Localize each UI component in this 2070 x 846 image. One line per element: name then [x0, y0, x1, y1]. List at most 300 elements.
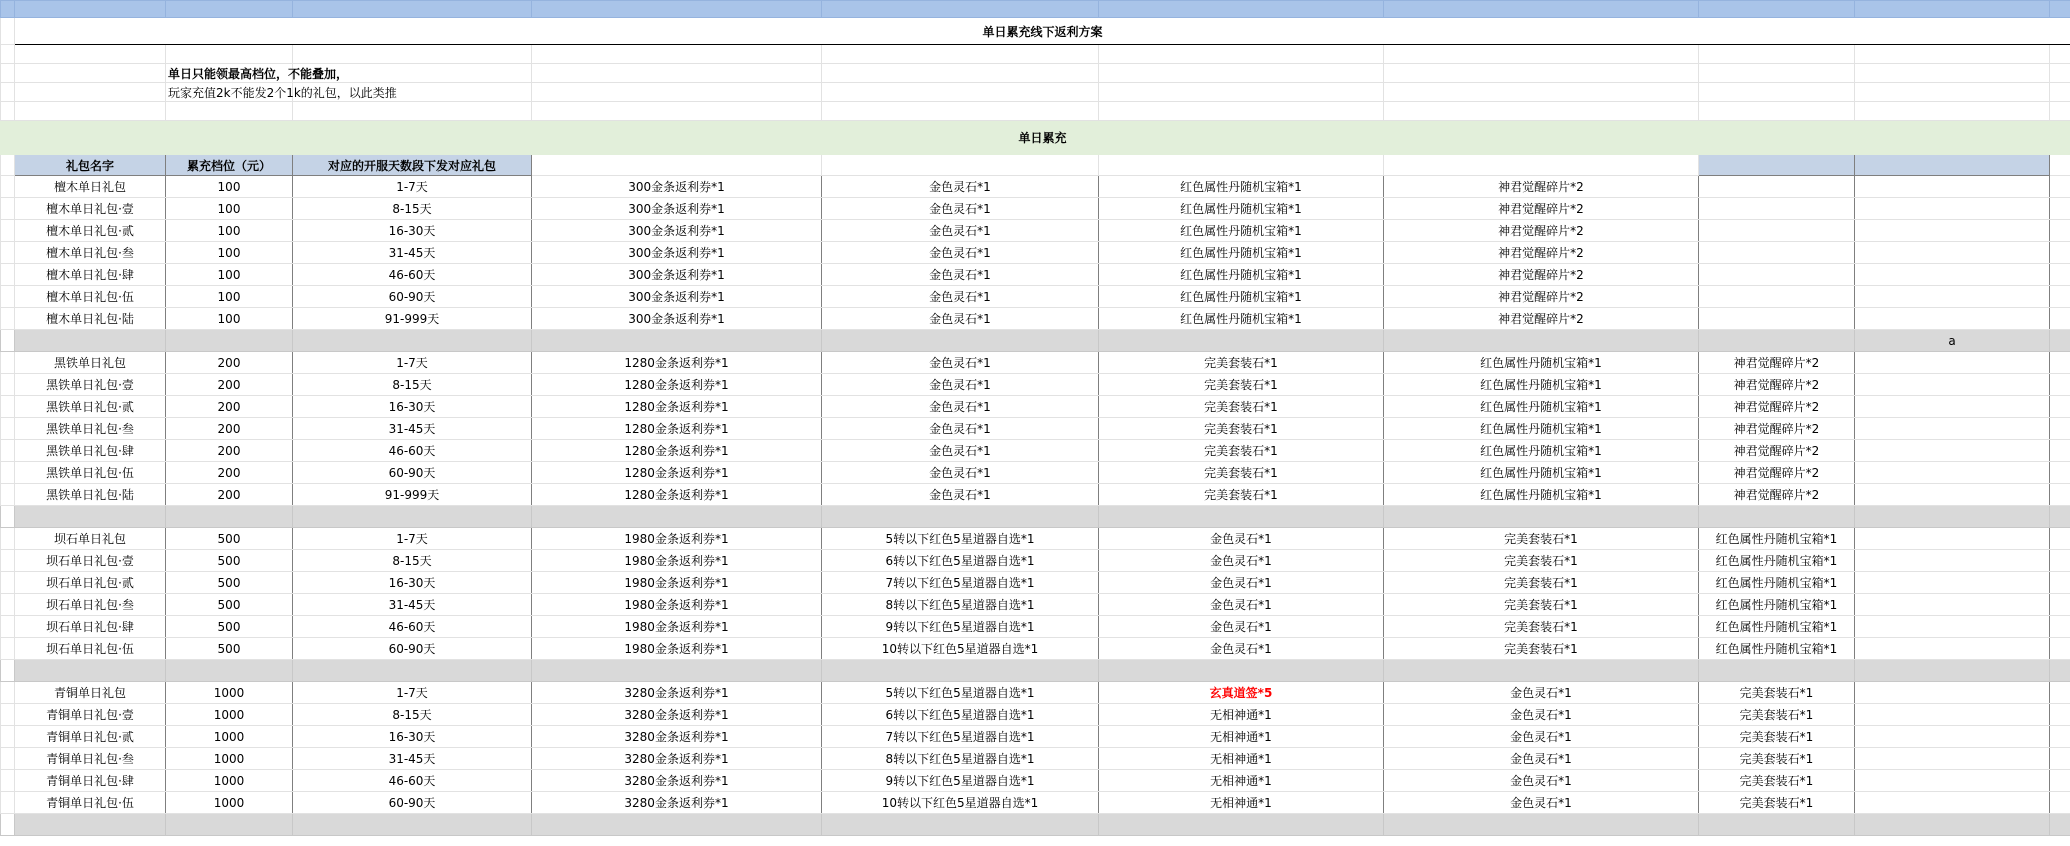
reward-cell[interactable]: 金色灵石*1 [822, 242, 1099, 264]
table-header-cell[interactable]: 累充档位（元） [166, 155, 293, 176]
reward-cell[interactable]: 玄真道签*5 [1099, 682, 1384, 704]
cell[interactable] [1, 83, 15, 102]
cell[interactable] [2050, 770, 2070, 792]
reward-cell[interactable]: 完美套装石*1 [1699, 726, 1855, 748]
reward-cell[interactable]: 金色灵石*1 [822, 220, 1099, 242]
cell[interactable] [1699, 45, 1855, 64]
cell[interactable] [1855, 506, 2050, 528]
reward-cell[interactable] [1855, 484, 2050, 506]
reward-cell[interactable]: 10转以下红色5星道器自选*1 [822, 638, 1099, 660]
cell[interactable] [293, 102, 532, 121]
cell[interactable] [2050, 484, 2070, 506]
reward-cell[interactable] [1699, 308, 1855, 330]
reward-cell[interactable]: 6转以下红色5星道器自选*1 [822, 550, 1099, 572]
recharge-tier-cell[interactable]: 200 [166, 374, 293, 396]
server-days-cell[interactable]: 46-60天 [293, 440, 532, 462]
reward-cell[interactable] [1855, 528, 2050, 550]
reward-cell[interactable]: 金色灵石*1 [1384, 792, 1699, 814]
gift-name-cell[interactable]: 黑铁单日礼包·壹 [15, 374, 166, 396]
reward-cell[interactable]: 金色灵石*1 [822, 418, 1099, 440]
cell[interactable] [1, 484, 15, 506]
gift-name-cell[interactable]: 黑铁单日礼包·贰 [15, 396, 166, 418]
reward-cell[interactable] [1699, 286, 1855, 308]
reward-cell[interactable]: 完美套装石*1 [1384, 594, 1699, 616]
reward-cell[interactable] [1855, 374, 2050, 396]
cell[interactable] [1384, 83, 1699, 102]
column-header[interactable] [1384, 1, 1699, 18]
reward-cell[interactable]: 红色属性丹随机宝箱*1 [1699, 550, 1855, 572]
cell[interactable] [532, 660, 822, 682]
recharge-tier-cell[interactable]: 1000 [166, 792, 293, 814]
reward-cell[interactable] [1855, 704, 2050, 726]
cell[interactable] [2050, 102, 2070, 121]
server-days-cell[interactable]: 1-7天 [293, 176, 532, 198]
cell[interactable] [822, 102, 1099, 121]
gift-name-cell[interactable]: 黑铁单日礼包·叁 [15, 418, 166, 440]
select-all-corner[interactable] [1, 1, 15, 18]
column-header[interactable] [1855, 1, 2050, 18]
reward-cell[interactable]: 红色属性丹随机宝箱*1 [1699, 528, 1855, 550]
cell[interactable] [1699, 64, 1855, 83]
cell[interactable] [1384, 660, 1699, 682]
cell[interactable] [1, 506, 15, 528]
cell[interactable] [1, 242, 15, 264]
gift-name-cell[interactable]: 檀木单日礼包·伍 [15, 286, 166, 308]
cell[interactable] [1, 286, 15, 308]
reward-cell[interactable]: 完美套装石*1 [1699, 792, 1855, 814]
reward-cell[interactable]: 红色属性丹随机宝箱*1 [1099, 308, 1384, 330]
reward-cell[interactable]: 神君觉醒碎片*2 [1699, 440, 1855, 462]
cell[interactable] [15, 83, 166, 102]
cell[interactable] [532, 506, 822, 528]
server-days-cell[interactable]: 46-60天 [293, 264, 532, 286]
reward-cell[interactable]: 1980金条返利券*1 [532, 572, 822, 594]
reward-cell[interactable]: 7转以下红色5星道器自选*1 [822, 726, 1099, 748]
server-days-cell[interactable]: 8-15天 [293, 198, 532, 220]
reward-cell[interactable] [1699, 176, 1855, 198]
cell[interactable] [1384, 102, 1699, 121]
server-days-cell[interactable]: 60-90天 [293, 286, 532, 308]
reward-cell[interactable]: 红色属性丹随机宝箱*1 [1699, 594, 1855, 616]
cell[interactable] [2050, 352, 2070, 374]
cell[interactable] [2050, 814, 2070, 836]
reward-cell[interactable]: 10转以下红色5星道器自选*1 [822, 792, 1099, 814]
cell[interactable] [2050, 440, 2070, 462]
gift-name-cell[interactable]: 青铜单日礼包·伍 [15, 792, 166, 814]
table-header-cell[interactable] [1855, 155, 2050, 176]
cell[interactable] [1, 594, 15, 616]
cell[interactable] [2050, 748, 2070, 770]
reward-cell[interactable]: 金色灵石*1 [1384, 770, 1699, 792]
cell[interactable] [166, 660, 293, 682]
recharge-tier-cell[interactable]: 100 [166, 176, 293, 198]
reward-cell[interactable]: 金色灵石*1 [822, 396, 1099, 418]
cell[interactable] [1384, 64, 1699, 83]
reward-cell[interactable]: 红色属性丹随机宝箱*1 [1384, 484, 1699, 506]
gift-name-cell[interactable]: 黑铁单日礼包·陆 [15, 484, 166, 506]
reward-cell[interactable]: 完美套装石*1 [1384, 638, 1699, 660]
reward-cell[interactable]: 红色属性丹随机宝箱*1 [1099, 264, 1384, 286]
cell[interactable] [2050, 418, 2070, 440]
server-days-cell[interactable]: 16-30天 [293, 572, 532, 594]
cell[interactable] [2050, 330, 2070, 352]
cell[interactable] [15, 660, 166, 682]
server-days-cell[interactable]: 1-7天 [293, 682, 532, 704]
server-days-cell[interactable]: 91-999天 [293, 308, 532, 330]
reward-cell[interactable]: 神君觉醒碎片*2 [1699, 462, 1855, 484]
server-days-cell[interactable]: 16-30天 [293, 396, 532, 418]
cell[interactable] [2050, 638, 2070, 660]
cell[interactable] [293, 660, 532, 682]
cell[interactable] [1855, 64, 2050, 83]
cell[interactable] [1, 396, 15, 418]
cell[interactable] [2050, 308, 2070, 330]
cell[interactable] [166, 45, 293, 64]
cell[interactable] [1, 572, 15, 594]
reward-cell[interactable]: 金色灵石*1 [822, 198, 1099, 220]
cell[interactable]: a [1855, 330, 2050, 352]
reward-cell[interactable] [1855, 176, 2050, 198]
reward-cell[interactable]: 金色灵石*1 [1099, 550, 1384, 572]
reward-cell[interactable] [1855, 616, 2050, 638]
recharge-tier-cell[interactable]: 200 [166, 484, 293, 506]
cell[interactable] [1, 462, 15, 484]
cell[interactable] [2050, 682, 2070, 704]
server-days-cell[interactable]: 16-30天 [293, 726, 532, 748]
reward-cell[interactable]: 神君觉醒碎片*2 [1699, 484, 1855, 506]
reward-cell[interactable]: 金色灵石*1 [822, 440, 1099, 462]
cell[interactable] [1, 704, 15, 726]
reward-cell[interactable]: 300金条返利券*1 [532, 308, 822, 330]
cell[interactable] [15, 45, 166, 64]
reward-cell[interactable]: 金色灵石*1 [1099, 616, 1384, 638]
cell[interactable] [532, 83, 822, 102]
server-days-cell[interactable]: 1-7天 [293, 352, 532, 374]
server-days-cell[interactable]: 31-45天 [293, 594, 532, 616]
cell[interactable] [2050, 660, 2070, 682]
reward-cell[interactable]: 8转以下红色5星道器自选*1 [822, 748, 1099, 770]
table-header-cell[interactable]: 礼包名字 [15, 155, 166, 176]
gift-name-cell[interactable]: 青铜单日礼包 [15, 682, 166, 704]
reward-cell[interactable]: 无相神通*1 [1099, 726, 1384, 748]
recharge-tier-cell[interactable]: 500 [166, 616, 293, 638]
gift-name-cell[interactable]: 坝石单日礼包·叁 [15, 594, 166, 616]
cell[interactable] [1, 660, 15, 682]
cell[interactable] [1, 528, 15, 550]
cell[interactable] [2050, 792, 2070, 814]
column-header[interactable] [1699, 1, 1855, 18]
recharge-tier-cell[interactable]: 500 [166, 550, 293, 572]
reward-cell[interactable]: 红色属性丹随机宝箱*1 [1099, 198, 1384, 220]
gift-name-cell[interactable]: 坝石单日礼包·贰 [15, 572, 166, 594]
cell[interactable] [1384, 330, 1699, 352]
reward-cell[interactable]: 7转以下红色5星道器自选*1 [822, 572, 1099, 594]
reward-cell[interactable] [1855, 440, 2050, 462]
cell[interactable] [15, 330, 166, 352]
column-header[interactable] [2050, 1, 2070, 18]
table-header-cell[interactable]: 对应的开服天数段下发对应礼包 [293, 155, 532, 176]
gift-name-cell[interactable]: 檀木单日礼包·壹 [15, 198, 166, 220]
cell[interactable] [1699, 660, 1855, 682]
reward-cell[interactable]: 金色灵石*1 [822, 374, 1099, 396]
cell[interactable] [2050, 594, 2070, 616]
reward-cell[interactable]: 无相神通*1 [1099, 770, 1384, 792]
reward-cell[interactable]: 完美套装石*1 [1099, 484, 1384, 506]
column-header[interactable] [822, 1, 1099, 18]
reward-cell[interactable] [1855, 572, 2050, 594]
reward-cell[interactable] [1855, 550, 2050, 572]
cell[interactable] [1, 638, 15, 660]
reward-cell[interactable] [1855, 748, 2050, 770]
cell[interactable] [2050, 45, 2070, 64]
table-header-cell[interactable] [1099, 155, 1384, 176]
server-days-cell[interactable]: 31-45天 [293, 418, 532, 440]
reward-cell[interactable] [1855, 418, 2050, 440]
reward-cell[interactable]: 金色灵石*1 [1099, 528, 1384, 550]
cell[interactable] [1, 682, 15, 704]
cell[interactable] [1099, 660, 1384, 682]
gift-name-cell[interactable]: 黑铁单日礼包 [15, 352, 166, 374]
cell[interactable] [166, 330, 293, 352]
cell[interactable] [2050, 220, 2070, 242]
reward-cell[interactable] [1855, 308, 2050, 330]
gift-name-cell[interactable]: 坝石单日礼包·伍 [15, 638, 166, 660]
cell[interactable] [822, 814, 1099, 836]
sheet-title[interactable]: 单日累充线下返利方案 [15, 18, 2070, 45]
reward-cell[interactable]: 金色灵石*1 [822, 462, 1099, 484]
server-days-cell[interactable]: 31-45天 [293, 748, 532, 770]
cell[interactable] [166, 506, 293, 528]
cell[interactable] [293, 45, 532, 64]
cell[interactable] [2050, 396, 2070, 418]
cell[interactable] [1855, 45, 2050, 64]
reward-cell[interactable] [1855, 638, 2050, 660]
server-days-cell[interactable]: 31-45天 [293, 242, 532, 264]
table-header-cell[interactable] [1384, 155, 1699, 176]
cell[interactable] [1, 550, 15, 572]
cell[interactable] [1, 308, 15, 330]
cell[interactable] [2050, 242, 2070, 264]
cell[interactable] [1, 264, 15, 286]
cell[interactable] [1099, 83, 1384, 102]
recharge-tier-cell[interactable]: 200 [166, 418, 293, 440]
column-header[interactable] [293, 1, 532, 18]
reward-cell[interactable] [1855, 264, 2050, 286]
reward-cell[interactable]: 红色属性丹随机宝箱*1 [1384, 462, 1699, 484]
cell[interactable] [532, 45, 822, 64]
reward-cell[interactable]: 金色灵石*1 [822, 264, 1099, 286]
cell[interactable] [2050, 83, 2070, 102]
rule-note[interactable]: 单日只能领最高档位，不能叠加， [166, 64, 293, 83]
reward-cell[interactable]: 完美套装石*1 [1099, 440, 1384, 462]
reward-cell[interactable]: 8转以下红色5星道器自选*1 [822, 594, 1099, 616]
reward-cell[interactable]: 红色属性丹随机宝箱*1 [1699, 616, 1855, 638]
reward-cell[interactable]: 神君觉醒碎片*2 [1384, 176, 1699, 198]
reward-cell[interactable] [1855, 594, 2050, 616]
server-days-cell[interactable]: 91-999天 [293, 484, 532, 506]
reward-cell[interactable]: 1280金条返利券*1 [532, 462, 822, 484]
reward-cell[interactable]: 完美套装石*1 [1699, 682, 1855, 704]
cell[interactable] [1699, 814, 1855, 836]
cell[interactable] [1384, 506, 1699, 528]
reward-cell[interactable]: 1980金条返利券*1 [532, 550, 822, 572]
reward-cell[interactable] [1855, 462, 2050, 484]
gift-name-cell[interactable]: 青铜单日礼包·壹 [15, 704, 166, 726]
cell[interactable] [2050, 64, 2070, 83]
server-days-cell[interactable]: 16-30天 [293, 220, 532, 242]
reward-cell[interactable]: 3280金条返利券*1 [532, 726, 822, 748]
reward-cell[interactable]: 3280金条返利券*1 [532, 682, 822, 704]
reward-cell[interactable]: 1980金条返利券*1 [532, 616, 822, 638]
gift-name-cell[interactable]: 坝石单日礼包·壹 [15, 550, 166, 572]
reward-cell[interactable] [1855, 352, 2050, 374]
reward-cell[interactable]: 神君觉醒碎片*2 [1384, 286, 1699, 308]
reward-cell[interactable]: 1280金条返利券*1 [532, 440, 822, 462]
cell[interactable] [1099, 814, 1384, 836]
gift-name-cell[interactable]: 黑铁单日礼包·肆 [15, 440, 166, 462]
recharge-tier-cell[interactable]: 100 [166, 198, 293, 220]
section-banner[interactable]: 单日累充 [15, 121, 2070, 155]
cell[interactable] [15, 64, 166, 83]
reward-cell[interactable] [1855, 792, 2050, 814]
reward-cell[interactable]: 无相神通*1 [1099, 704, 1384, 726]
reward-cell[interactable] [1855, 242, 2050, 264]
reward-cell[interactable]: 神君觉醒碎片*2 [1699, 396, 1855, 418]
reward-cell[interactable]: 无相神通*1 [1099, 792, 1384, 814]
reward-cell[interactable]: 神君觉醒碎片*2 [1384, 220, 1699, 242]
reward-cell[interactable]: 红色属性丹随机宝箱*1 [1699, 638, 1855, 660]
cell[interactable] [1, 814, 15, 836]
reward-cell[interactable]: 300金条返利券*1 [532, 286, 822, 308]
reward-cell[interactable] [1855, 396, 2050, 418]
reward-cell[interactable]: 完美套装石*1 [1099, 418, 1384, 440]
recharge-tier-cell[interactable]: 100 [166, 286, 293, 308]
cell[interactable] [2050, 176, 2070, 198]
cell[interactable] [822, 45, 1099, 64]
reward-cell[interactable]: 神君觉醒碎片*2 [1384, 308, 1699, 330]
cell[interactable] [1699, 83, 1855, 102]
cell[interactable] [1, 770, 15, 792]
recharge-tier-cell[interactable]: 100 [166, 220, 293, 242]
server-days-cell[interactable]: 8-15天 [293, 550, 532, 572]
cell[interactable] [15, 814, 166, 836]
gift-name-cell[interactable]: 檀木单日礼包·叁 [15, 242, 166, 264]
cell[interactable] [2050, 198, 2070, 220]
gift-name-cell[interactable]: 檀木单日礼包·陆 [15, 308, 166, 330]
reward-cell[interactable]: 完美套装石*1 [1099, 374, 1384, 396]
recharge-tier-cell[interactable]: 100 [166, 308, 293, 330]
cell[interactable] [1099, 506, 1384, 528]
reward-cell[interactable]: 金色灵石*1 [822, 176, 1099, 198]
reward-cell[interactable] [1855, 682, 2050, 704]
reward-cell[interactable]: 红色属性丹随机宝箱*1 [1099, 176, 1384, 198]
reward-cell[interactable]: 金色灵石*1 [1384, 682, 1699, 704]
cell[interactable] [2050, 726, 2070, 748]
column-header[interactable] [1099, 1, 1384, 18]
recharge-tier-cell[interactable]: 200 [166, 462, 293, 484]
reward-cell[interactable]: 5转以下红色5星道器自选*1 [822, 682, 1099, 704]
cell[interactable] [532, 814, 822, 836]
gift-name-cell[interactable]: 檀木单日礼包·贰 [15, 220, 166, 242]
table-header-cell[interactable] [1699, 155, 1855, 176]
column-header[interactable] [532, 1, 822, 18]
reward-cell[interactable] [1699, 220, 1855, 242]
cell[interactable] [15, 506, 166, 528]
cell[interactable] [532, 64, 822, 83]
server-days-cell[interactable]: 8-15天 [293, 374, 532, 396]
reward-cell[interactable]: 金色灵石*1 [822, 352, 1099, 374]
gift-name-cell[interactable]: 檀木单日礼包 [15, 176, 166, 198]
cell[interactable] [293, 814, 532, 836]
cell[interactable] [1, 18, 15, 45]
cell[interactable] [1, 792, 15, 814]
recharge-tier-cell[interactable]: 1000 [166, 748, 293, 770]
reward-cell[interactable]: 3280金条返利券*1 [532, 770, 822, 792]
reward-cell[interactable]: 1280金条返利券*1 [532, 396, 822, 418]
cell[interactable] [2050, 462, 2070, 484]
cell[interactable] [2050, 616, 2070, 638]
reward-cell[interactable]: 300金条返利券*1 [532, 242, 822, 264]
gift-name-cell[interactable]: 黑铁单日礼包·伍 [15, 462, 166, 484]
cell[interactable] [532, 330, 822, 352]
reward-cell[interactable]: 神君觉醒碎片*2 [1699, 352, 1855, 374]
server-days-cell[interactable]: 60-90天 [293, 462, 532, 484]
cell[interactable] [1099, 102, 1384, 121]
reward-cell[interactable]: 5转以下红色5星道器自选*1 [822, 528, 1099, 550]
reward-cell[interactable]: 红色属性丹随机宝箱*1 [1099, 286, 1384, 308]
reward-cell[interactable]: 红色属性丹随机宝箱*1 [1384, 374, 1699, 396]
recharge-tier-cell[interactable]: 500 [166, 638, 293, 660]
reward-cell[interactable]: 完美套装石*1 [1699, 704, 1855, 726]
cell[interactable] [2050, 264, 2070, 286]
reward-cell[interactable]: 红色属性丹随机宝箱*1 [1384, 418, 1699, 440]
recharge-tier-cell[interactable]: 500 [166, 594, 293, 616]
reward-cell[interactable]: 300金条返利券*1 [532, 176, 822, 198]
reward-cell[interactable]: 300金条返利券*1 [532, 220, 822, 242]
cell[interactable] [1, 352, 15, 374]
example-note[interactable]: 玩家充值2k不能发2个1k的礼包，以此类推 [166, 83, 293, 102]
cell[interactable] [2050, 506, 2070, 528]
cell[interactable] [2050, 528, 2070, 550]
server-days-cell[interactable]: 46-60天 [293, 770, 532, 792]
reward-cell[interactable]: 红色属性丹随机宝箱*1 [1384, 352, 1699, 374]
cell[interactable] [1, 198, 15, 220]
reward-cell[interactable]: 完美套装石*1 [1384, 572, 1699, 594]
reward-cell[interactable]: 3280金条返利券*1 [532, 748, 822, 770]
gift-name-cell[interactable]: 檀木单日礼包·肆 [15, 264, 166, 286]
cell[interactable] [2050, 572, 2070, 594]
reward-cell[interactable] [1855, 220, 2050, 242]
cell[interactable] [1, 330, 15, 352]
cell[interactable] [2050, 155, 2070, 176]
reward-cell[interactable]: 红色属性丹随机宝箱*1 [1384, 396, 1699, 418]
cell[interactable] [1, 418, 15, 440]
reward-cell[interactable] [1855, 726, 2050, 748]
reward-cell[interactable]: 无相神通*1 [1099, 748, 1384, 770]
server-days-cell[interactable]: 46-60天 [293, 616, 532, 638]
recharge-tier-cell[interactable]: 1000 [166, 682, 293, 704]
cell[interactable] [822, 660, 1099, 682]
recharge-tier-cell[interactable]: 200 [166, 396, 293, 418]
cell[interactable] [532, 102, 822, 121]
reward-cell[interactable]: 红色属性丹随机宝箱*1 [1384, 440, 1699, 462]
reward-cell[interactable]: 9转以下红色5星道器自选*1 [822, 770, 1099, 792]
cell[interactable] [1, 64, 15, 83]
recharge-tier-cell[interactable]: 500 [166, 572, 293, 594]
cell[interactable] [1099, 330, 1384, 352]
reward-cell[interactable] [1855, 770, 2050, 792]
reward-cell[interactable]: 1280金条返利券*1 [532, 484, 822, 506]
